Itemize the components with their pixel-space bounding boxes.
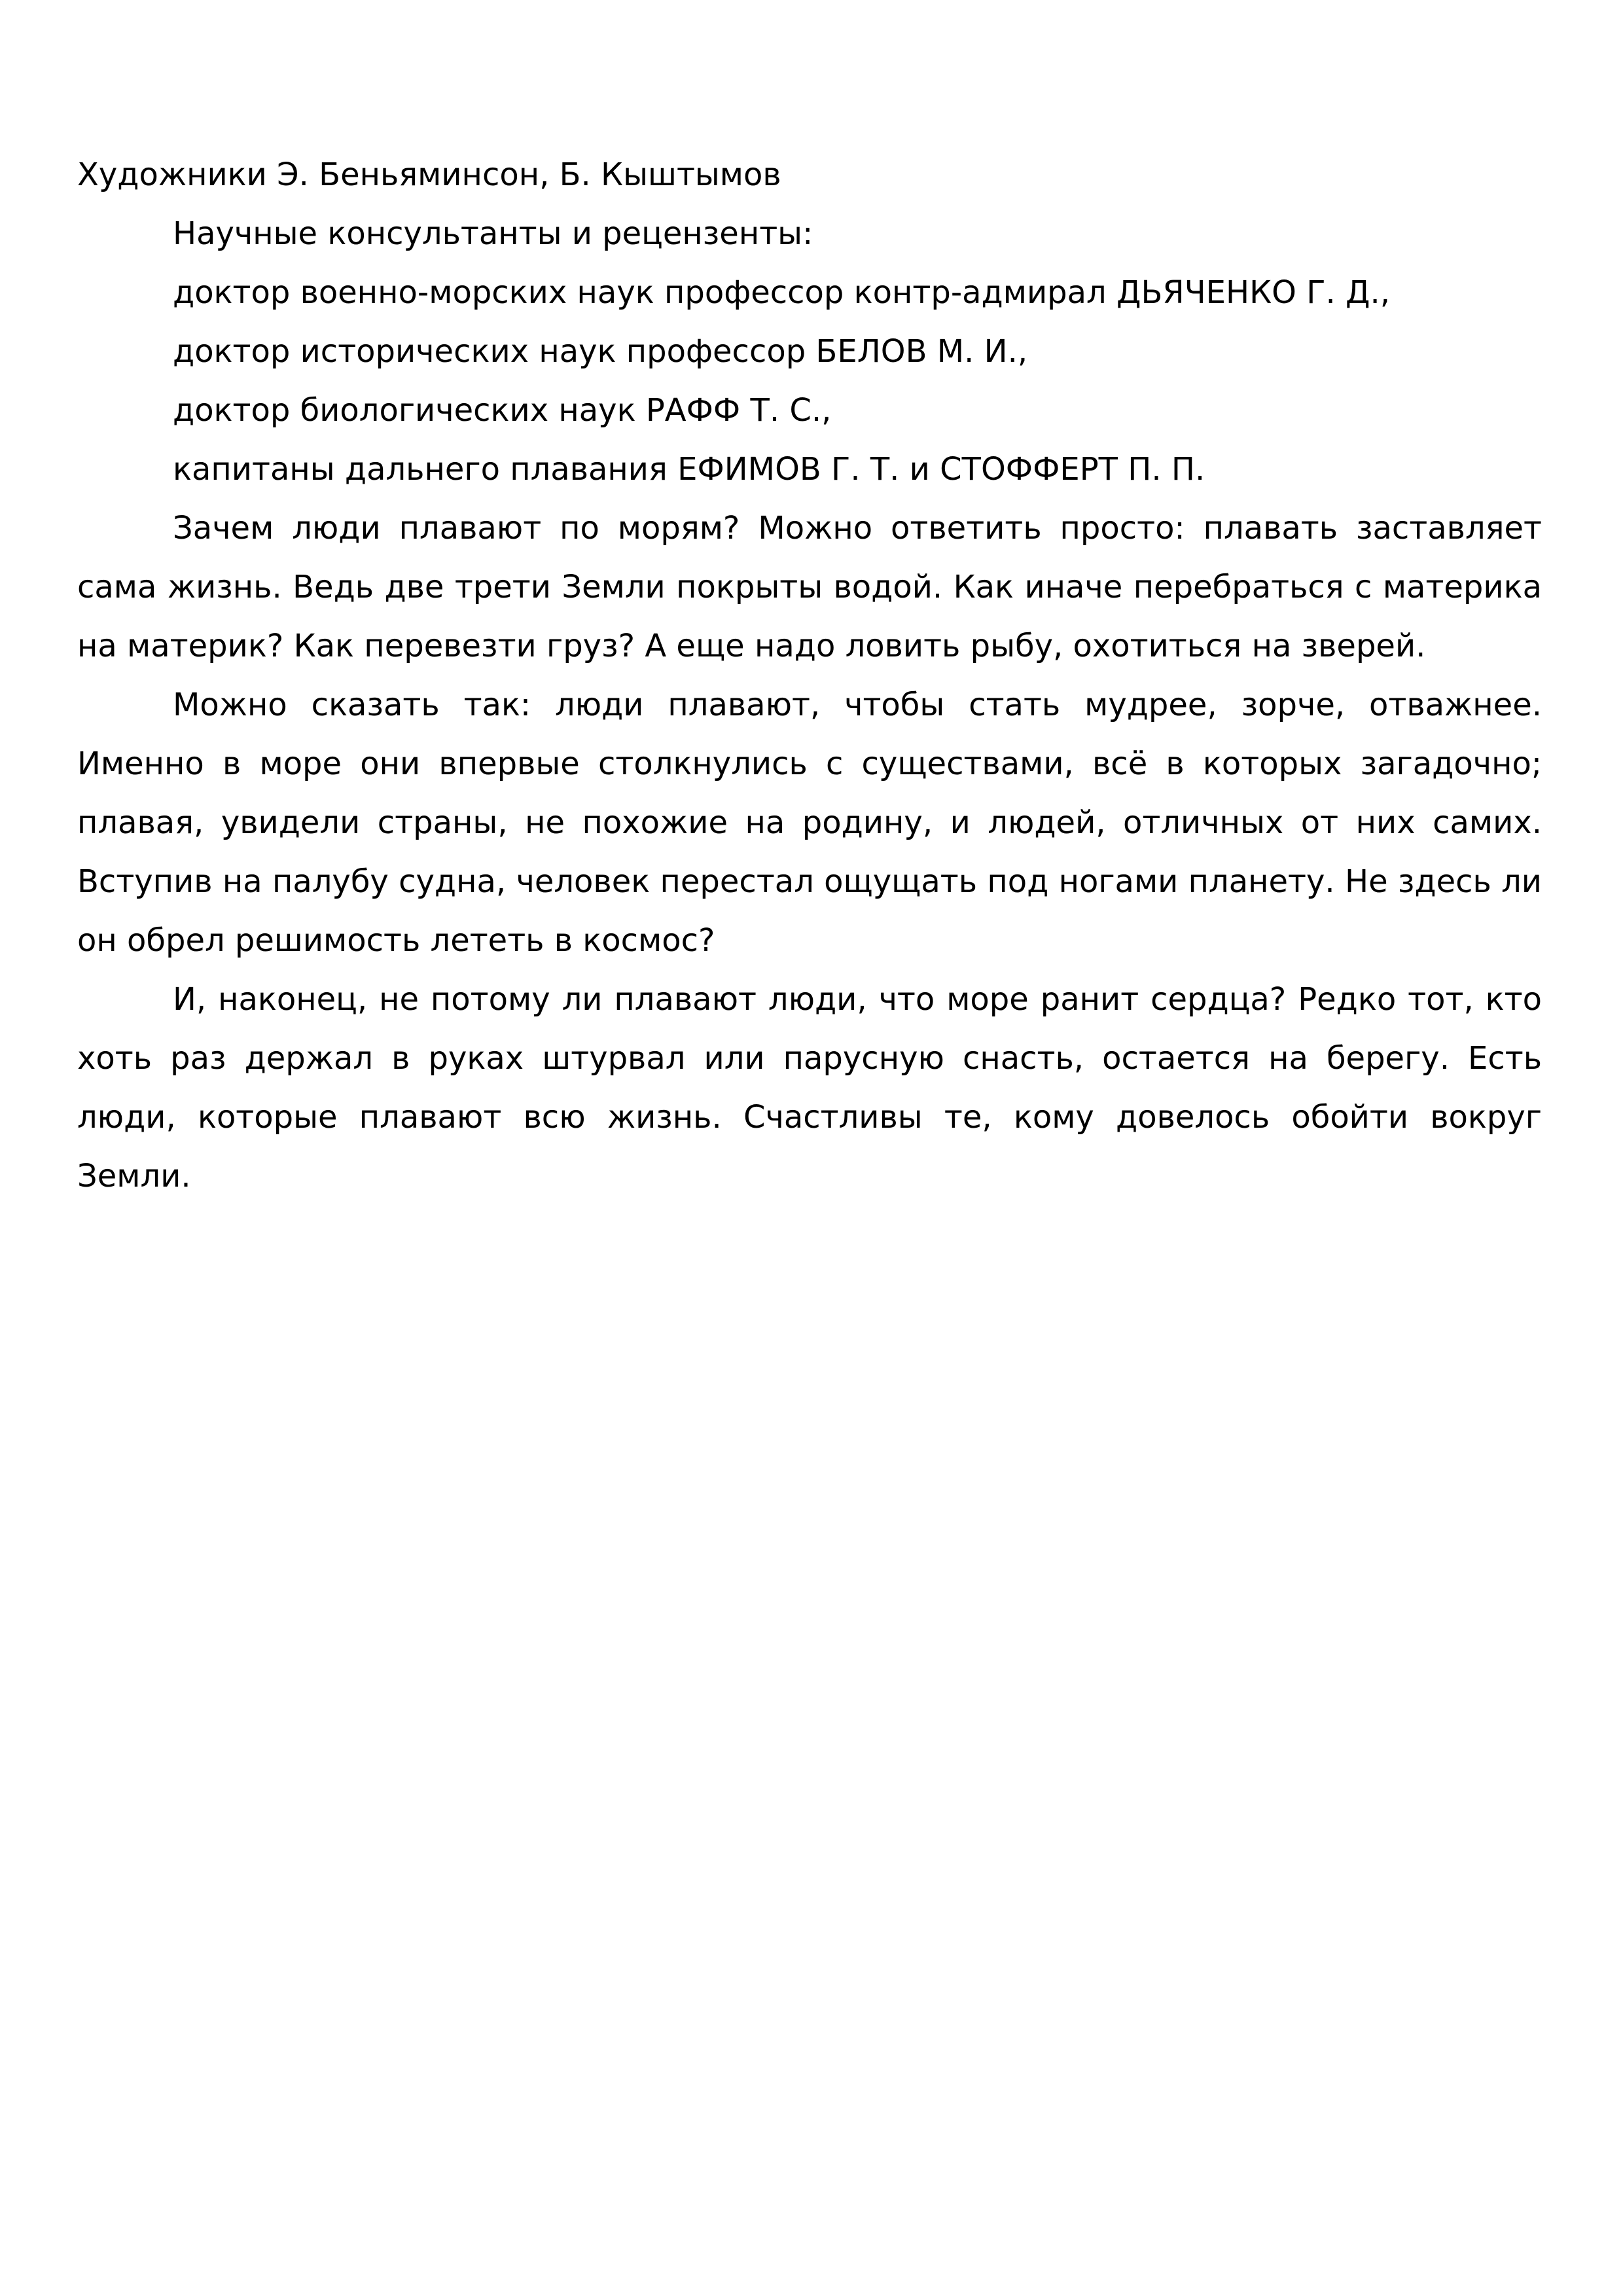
body-paragraph: И, наконец, не потому ли плавают люди, что море ранит сердца? Редко тот, кто хоть раз держал в руках штурвал или парусную снасть, остается на берегу. Есть люди, которые плавают всю жизнь. Счастливы те, кому довелось обойти вокруг Земли. [77,981,1542,1194]
page-content [77,145,1542,1206]
body-paragraph: Зачем люди плавают по морям? Можно ответить просто: плавать заставляет сама жизнь. Ведь две трети Земли покрыты водой. Как иначе перебраться с материка на материк? Как перевезти груз? А еще надо ловить рыбу, охотиться на зверей. [77,510,1542,664]
consultant-line: доктор военно-морских наук профессор контр-адмирал ДЬЯЧЕНКО Г. Д., [173,274,1390,311]
body-paragraph: Можно сказать так: люди плавают, чтобы стать мудрее, зорче, отважнее. Именно в море они впервые столкнулись с существами, всё в которых загадочно; плавая, увидели страны, не похожие на родину, и людей, отличных от них самих. Вступив на палубу судна, человек перестал ощущать под ногами планету. Не здесь ли он обрел решимость лететь в космос? [77,687,1542,959]
consultant-line: капитаны дальнего плавания ЕФИМОВ Г. Т. и СТОФФЕРТ П. П. [173,451,1205,488]
consultant-line: доктор биологических наук РАФФ Т. С., [173,392,832,429]
artists-credit: Художники Э. Беньяминсон, Б. Кыштымов [77,156,781,193]
consultants-heading: Научные консультанты и рецензенты: [173,215,813,252]
consultant-line: доктор исторических наук профессор БЕЛОВ М. И., [173,333,1028,370]
